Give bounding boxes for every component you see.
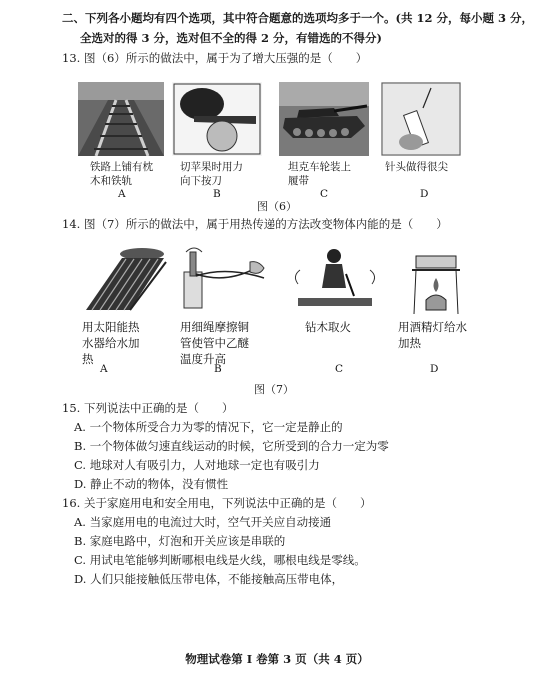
q14-option-d-caption: 用酒精灯给水 加热	[398, 320, 467, 350]
q13-option-a-letter: A	[118, 188, 126, 200]
q14-option-b-letter: B	[214, 363, 222, 375]
q13-option-c-letter: C	[320, 188, 329, 200]
q14-option-a-caption: 用太阳能热 水器给水加 热	[82, 320, 140, 366]
syringe-image	[381, 82, 461, 156]
q15-option-a: A. 一个物体所受合力为零的情况下，它一定是静止的	[74, 420, 343, 434]
section-heading-scoring: 全选对的得 3 分，选对但不全的得 2 分，有错选的不得分)	[80, 31, 382, 45]
section-heading: 二、下列各小题均有四个选项，其中符合题意的选项均多于一个。(共 12 分，每小题 3 分，	[62, 11, 533, 25]
q14-stem: 14. 图（7）所示的做法中，属于用热传递的方法改变物体内能的是（ ）	[62, 217, 448, 231]
q15-option-c: C. 地球对人有吸引力，人对地球一定也有吸引力	[74, 458, 320, 472]
solar-water-heater-image	[78, 244, 170, 316]
q15-option-b: B. 一个物体做匀速直线运动的时候，它所受到的合力一定为零	[74, 439, 389, 453]
q14-option-b-caption: 用细绳摩擦铜 管使管中乙醚 温度升高	[180, 320, 249, 366]
q13-option-d-caption: 针头做得很尖	[385, 161, 448, 173]
figure-7-label: 图（7）	[254, 383, 294, 396]
q16-option-c: C. 用试电笔能够判断哪根电线是火线，哪根电线是零线。	[74, 553, 366, 567]
q13-option-a-caption: 铁路上铺有枕 木和铁轨	[90, 161, 153, 187]
q16-option-d: D. 人们只能接触低压带电体，不能接触高压带电体，	[74, 572, 344, 586]
q16-stem: 16. 关于家庭用电和安全用电，下列说法中正确的是（ ）	[62, 496, 372, 510]
q13-option-b-caption: 切苹果时用力 向下按刀	[180, 161, 243, 187]
tank-image	[279, 82, 369, 156]
q14-option-c-letter: C	[335, 363, 344, 375]
q13-stem: 13. 图（6）所示的做法中，属于为了增大压强的是（ ）	[62, 51, 368, 65]
railway-track-image	[78, 82, 164, 156]
q15-stem: 15. 下列说法中正确的是（ ）	[62, 401, 234, 415]
q14-option-a-letter: A	[100, 363, 108, 375]
alcohol-lamp-heating-image	[406, 244, 466, 316]
q14-option-d-letter: D	[430, 363, 439, 375]
q16-option-b: B. 家庭电路中，灯泡和开关应该是串联的	[74, 534, 286, 548]
q16-option-a: A. 当家庭用电的电流过大时，空气开关应自动接通	[74, 515, 332, 529]
q14-option-c-caption: 钻木取火	[305, 320, 351, 334]
page-footer: 物理试卷第 I 卷第 3 页（共 4 页）	[185, 652, 369, 666]
figure-6-label: 图（6）	[257, 200, 297, 213]
q13-option-d-letter: D	[420, 188, 429, 200]
q13-option-b-letter: B	[213, 188, 221, 200]
drilling-fire-image	[288, 244, 382, 316]
q13-option-c-caption: 坦克车轮装上 履带	[288, 161, 351, 187]
rope-friction-tube-image	[176, 244, 270, 316]
cutting-apple-image	[172, 82, 262, 156]
q15-option-d: D. 静止不动的物体，没有惯性	[74, 477, 229, 491]
